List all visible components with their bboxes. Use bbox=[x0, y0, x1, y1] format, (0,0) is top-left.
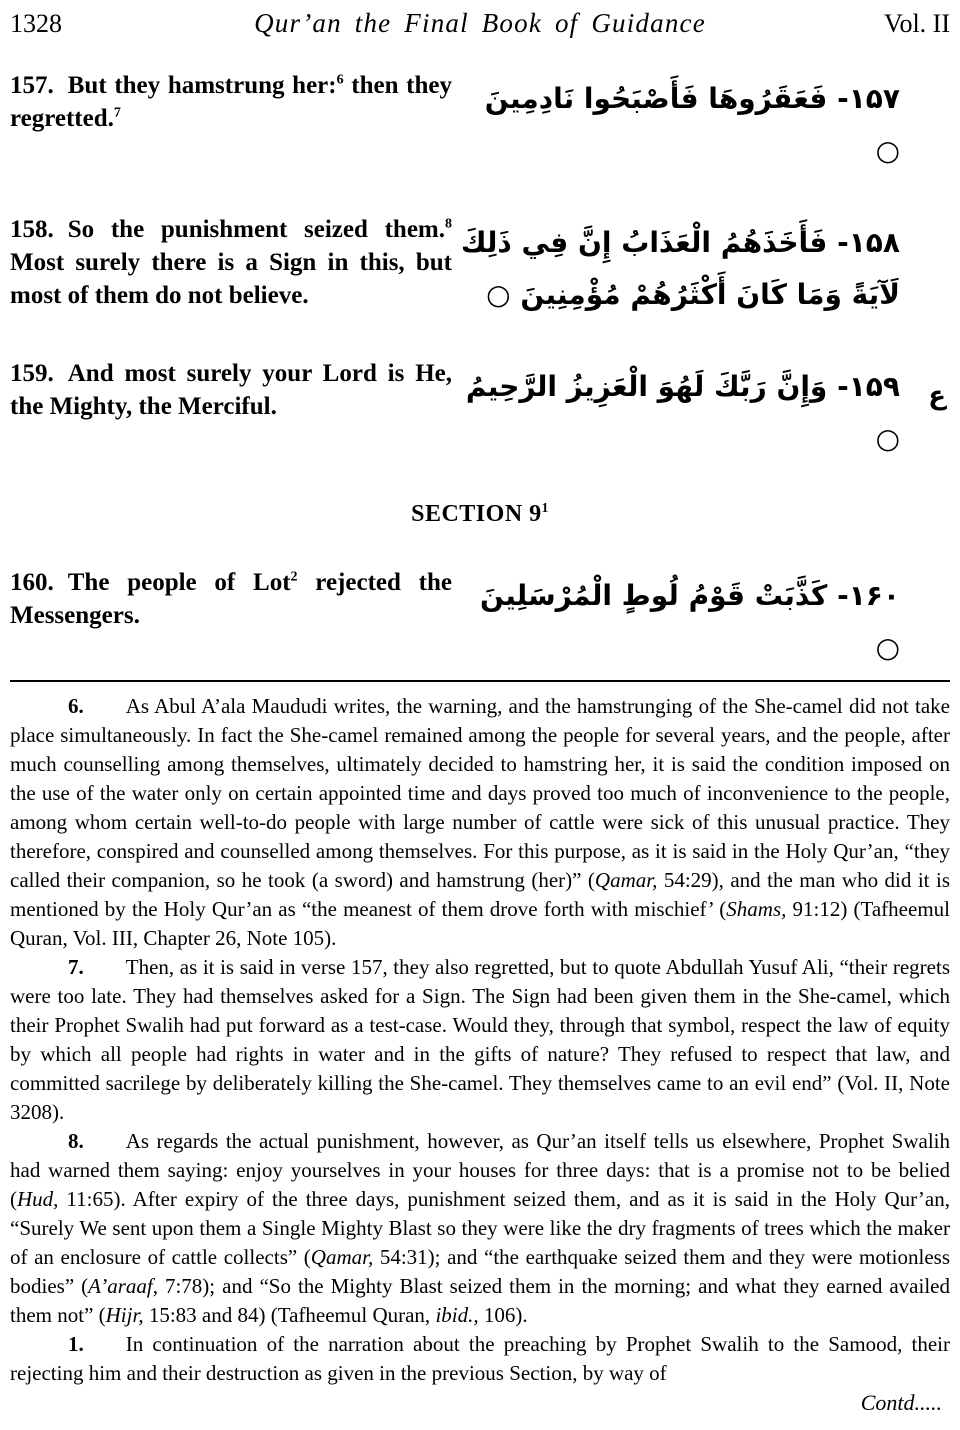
verse-english bbox=[10, 357, 452, 465]
footnote bbox=[10, 692, 950, 953]
verse-row bbox=[10, 357, 950, 465]
footnote-text: As Abul A’ala Maududi writes, the warning, and the hamstrunging of the She-camel did not take place simultaneously. In fact the She-camel remained among the people for several years, and the people, after much counselling among themselves, ultimately decided to hamstring her, it is said the condition imposed on the use of the water only on certain appointed time and days proved too much of inconvenience to the people, among whom certain well-to-do people with large number of cattle were sick of this unusual practice. They therefore, conspired and counselled among themselves. For this purpose, as it is said in the Holy Qur’an, “they called their companion, so he took (a sword) and hamstrung (her)” (Qamar, 54:29), and the man who did it is mentioned by the Holy Qur’an as “the meanest of them drove forth with mischief’ (Shams, 91:12) (Tafheemul Quran, Vol. III, Chapter 26, Note 105). bbox=[10, 694, 950, 950]
footnote-divider bbox=[10, 680, 950, 682]
verse-arabic: ۱۵۹- وَإِنَّ رَبَّكَ لَهُوَ الْعَزِيزُ الرَّحِيمُ ○ bbox=[465, 370, 900, 455]
ruku-marker-icon: ع bbox=[928, 381, 946, 411]
verse-arabic: ۱۶۰- كَذَّبَتْ قَوْمُ لُوطٍ الْمُرْسَلِينَ ○ bbox=[480, 579, 900, 664]
page-number: 1328 bbox=[10, 9, 62, 38]
verse-english-text: And most surely your Lord is He, the Mighty, the Merciful. bbox=[10, 360, 452, 420]
verse-english bbox=[10, 566, 452, 674]
verse-row bbox=[10, 213, 950, 321]
footnote bbox=[10, 953, 950, 1127]
page-header bbox=[10, 8, 950, 39]
verses-section-top bbox=[10, 69, 950, 465]
verse-english-text: The people of Lot$^2$ rejected the Messengers. bbox=[10, 569, 452, 629]
footnote-text: Then, as it is said in verse 157, they also regretted, but to quote Abdullah Yusuf Ali, “their regrets were too late. They had themselves asked for a Sign. The Sign had been given them in the She-camel, which their Prophet Swalih had put forward as a test-case. Would they, through that symbol, respect the law of equity by which all people had rights in water and in the gifts of nature? They refused to respect that law, and committed sacrilege by deliberately killing the She-camel. They themselves came to an evil end” (Vol. II, Note 3208). bbox=[10, 955, 950, 1124]
verse-number: 160. bbox=[10, 569, 54, 596]
footnote-number: 1. bbox=[68, 1332, 84, 1356]
verse-english bbox=[10, 69, 452, 177]
verse-number: 158. bbox=[10, 216, 54, 243]
verse-arabic: ۱۵۸- فَأَخَذَهُمُ الْعَذَابُ إِنَّ فِي ذَلِكَ لَآيَةً وَمَا كَانَ أَكْثَرُهُمْ مُؤْمِنِينَ ○ bbox=[460, 226, 900, 311]
footnote-text: In continuation of the narration about the preaching by Prophet Swalih to the Samood, their rejecting him and their destruction as given in the previous Section, by way of bbox=[10, 1332, 950, 1385]
footnotes-section bbox=[10, 692, 950, 1388]
footnote bbox=[10, 1330, 950, 1388]
verse-row bbox=[10, 566, 950, 674]
footnote bbox=[10, 1127, 950, 1330]
verse-english-text: But they hamstrung her:$^6$ then they regretted.$^7$ bbox=[10, 72, 452, 132]
verse-arabic: ۱۵۷- فَعَقَرُوهَا فَأَصْبَحُوا نَادِمِينَ ○ bbox=[484, 82, 900, 167]
verse-english-text: So the punishment seized them.$^8$ Most surely there is a Sign in this, but most of them do not believe. bbox=[10, 216, 452, 309]
footnote-number: 8. bbox=[68, 1129, 84, 1153]
verse-number: 159. bbox=[10, 360, 54, 387]
book-title: Qur’an the Final Book of Guidance bbox=[254, 8, 706, 38]
section-heading: SECTION $9^1$ bbox=[411, 500, 549, 527]
verse-number: 157. bbox=[10, 72, 54, 99]
verse-english bbox=[10, 213, 452, 321]
footnote-number: 6. bbox=[68, 694, 84, 718]
verse-row bbox=[10, 69, 950, 177]
contd-label: Contd..... bbox=[860, 1390, 942, 1415]
verses-section-bottom bbox=[10, 566, 950, 674]
volume-label: Vol. II bbox=[884, 9, 950, 38]
footnote-text: As regards the actual punishment, however, as Qur’an itself tells us elsewhere, Prophet Swalih had warned them saying: enjoy yourselves in your houses for three days: that is a promise not to be belied (Hud, 11:65). After expiry of the three days, punishment seized them, and as it is said in the Holy Qur’an, “Surely We sent upon them a Single Mighty Blast so they were like the dry fragments of trees which the maker of an enclosure of cattle collects” (Qamar, 54:31); and “the earthquake seized them and they were motionless bodies” (A’araaf, 7:78); and “So the Mighty Blast seized them in the morning; and what they earned availed them not” (Hijr, 15:83 and 84) (Tafheemul Quran, ibid., 106). bbox=[10, 1129, 951, 1327]
footnote-number: 7. bbox=[68, 955, 84, 979]
